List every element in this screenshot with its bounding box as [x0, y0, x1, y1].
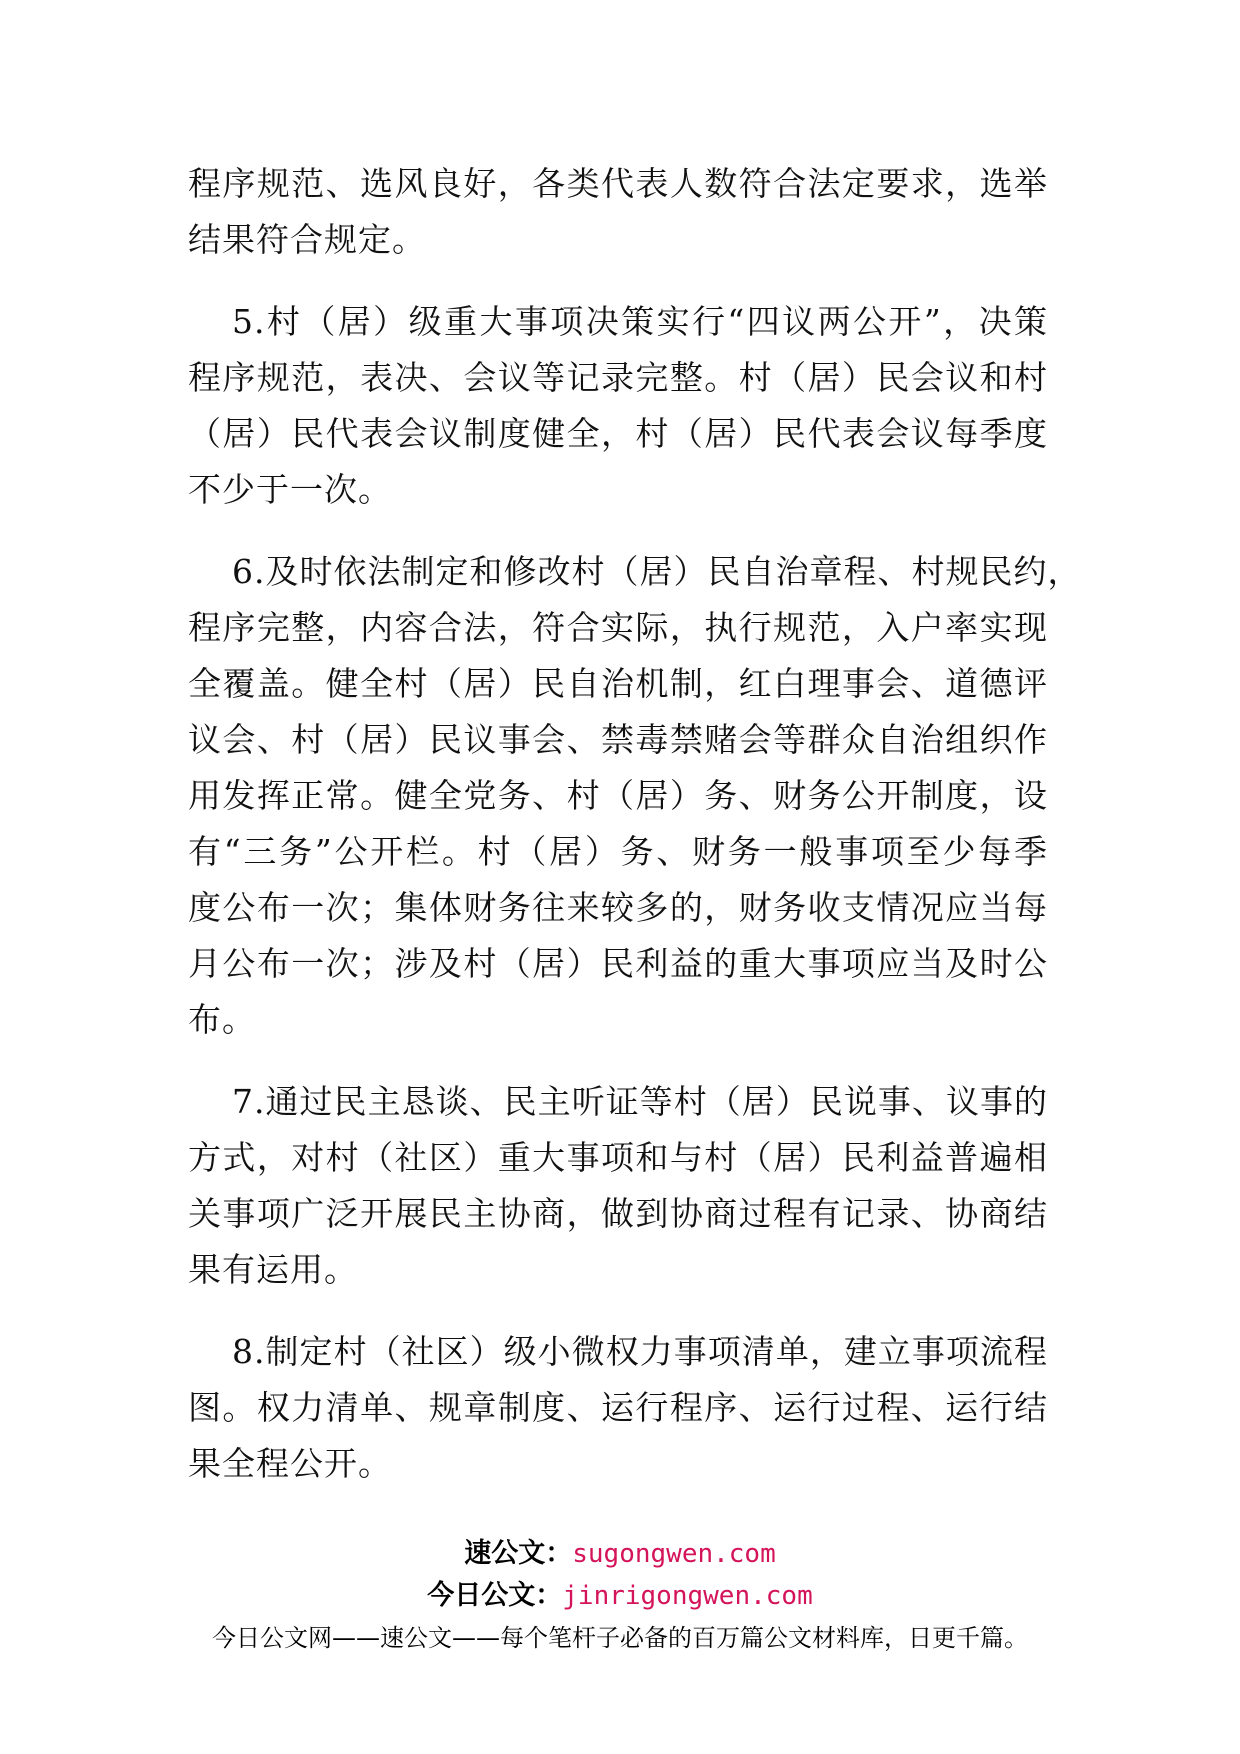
text-line: 关事项广泛开展民主协商，做到协商过程有记录、协商结	[188, 1194, 1048, 1233]
text-line: 月公布一次；涉及村（居）民利益的重大事项应当及时公	[188, 944, 1048, 983]
footer-site-link[interactable]: sugongwen.com	[572, 1539, 776, 1569]
footer-site-link[interactable]: jinrigongwen.com	[562, 1581, 813, 1611]
text-line: 程序规范、选风良好，各类代表人数符合法定要求，选举	[188, 164, 1048, 203]
text-line: （居）民代表会议制度健全，村（居）民代表会议每季度	[188, 414, 1048, 453]
paragraph-item-7	[188, 1074, 1048, 1298]
text-line: 6.及时依法制定和修改村（居）民自治章程、村规民约，	[232, 552, 1082, 591]
text-line: 程序规范，表决、会议等记录完整。村（居）民会议和村	[188, 358, 1048, 397]
text-line: 有“三务”公开栏。村（居）务、财务一般事项至少每季	[188, 832, 1048, 871]
text-line: 7.通过民主恳谈、民主听证等村（居）民说事、议事的	[232, 1082, 1048, 1121]
text-line: 5.村（居）级重大事项决策实行“四议两公开”，决策	[232, 302, 1048, 341]
footer-site-label: 今日公文：	[427, 1580, 563, 1611]
text-line: 不少于一次。	[188, 470, 392, 509]
text-line: 议会、村（居）民议事会、禁毒禁赌会等群众自治组织作	[188, 720, 1048, 759]
text-line: 布。	[188, 1000, 256, 1039]
text-line: 8.制定村（社区）级小微权力事项清单，建立事项流程	[232, 1332, 1048, 1371]
document-body	[188, 156, 1082, 1518]
paragraph-item-8	[188, 1324, 1048, 1492]
paragraph-continuation	[188, 156, 1048, 268]
text-line: 程序完整，内容合法，符合实际，执行规范，入户率实现	[188, 608, 1048, 647]
text-line: 全覆盖。健全村（居）民自治机制，红白理事会、道德评	[188, 664, 1048, 703]
text-line: 方式，对村（社区）重大事项和与村（居）民利益普遍相	[188, 1138, 1048, 1177]
text-line: 结果符合规定。	[188, 220, 426, 259]
text-line: 用发挥正常。健全党务、村（居）务、财务公开制度，设	[188, 776, 1048, 815]
text-line: 果有运用。	[188, 1250, 358, 1289]
text-line: 果全程公开。	[188, 1444, 392, 1483]
text-line: 度公布一次；集体财务往来较多的，财务收支情况应当每	[188, 888, 1048, 927]
footer-slogan: 今日公文网——速公文——每个笔杆子必备的百万篇公文材料库，日更千篇。	[212, 1624, 1028, 1652]
footer-site-label: 速公文：	[464, 1538, 573, 1569]
paragraph-item-6	[188, 544, 1082, 1048]
footer-site-sugongwen	[0, 1534, 1240, 1574]
footer-site-jinrigongwen	[0, 1576, 1240, 1616]
text-line: 图。权力清单、规章制度、运行程序、运行过程、运行结	[188, 1388, 1048, 1427]
paragraph-item-5	[188, 294, 1048, 518]
